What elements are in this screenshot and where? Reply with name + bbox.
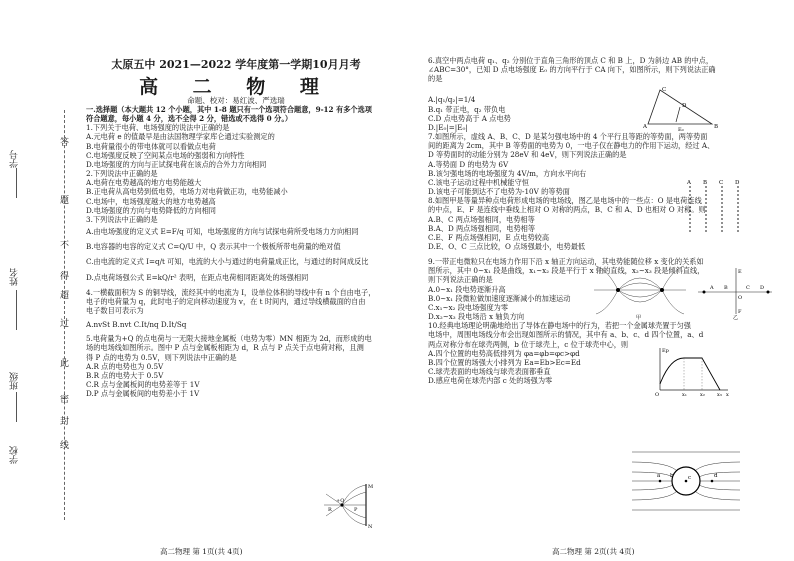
q3-option-d: D.点电荷场强公式 E=kQ/r² 表明，在距点电荷相同距离处的场强相同 [86,272,309,282]
footer-page-1: 高二物理 第 1页(共 4页) [160,547,243,556]
seal-char: 答 [60,138,70,148]
question-9-cont: 图所示，其中 0~x₁ 段是曲线，x₁~x₂ 段是平行于 x 轴的直线，x₂~x₃ 段是倾斜直线， [428,266,705,276]
fig-label: a [657,473,661,479]
question-10-cont: 两点对称分布在球壳两侧，b 位于球壳上，c 位于球壳中心，则 [428,339,629,349]
q5-option-b: B.R 点的电势大于 0.5V [86,370,164,380]
question-9-cont: 则下列说法正确的是 [428,275,493,285]
fig-label: B [703,180,708,186]
question-1: 1.下列关于电荷、电场强度的说法中正确的是 [86,123,230,133]
q2-option-d: D.电场强度的方向与电势降低的方向相同 [86,205,216,215]
q2-option-a: A.电荷在电势越高的地方电势能越大 [86,178,202,188]
binding-strip [0,0,82,561]
fig-label: d [714,473,718,479]
fig-label: C [719,180,724,186]
q5-option-d: D.P 点与金属板间的电势差小于 1V [86,389,200,399]
q8-option-d: D.E、O、C 三点比较，O 点场强最小，电势最低 [428,241,586,251]
student-no-label: 学号 [10,150,20,168]
fig-label: x₂ [700,392,705,398]
fig-label: E [738,269,742,275]
class-line [16,392,17,422]
q2-option-b: B.正电荷从高电势到低电势，电场力对电荷做正功，电势能减小 [86,187,288,197]
name-label: 姓名 [10,268,20,286]
student-no-line [16,168,17,198]
q5-option-c: C.R 点与金属板间的电势差等于 1V [86,380,200,390]
fig-label: A [710,285,714,291]
question-6: 6.真空中两点电荷 q₁、q₂ 分别位于直角三角形的顶点 C 和 B 上，D 为斜边 AB 的中点， [428,56,714,65]
q10-option-a: A.四个位置的电势高低排列为 φa=φb=φc>φd [428,348,580,358]
fig-label: x₃ [717,392,722,398]
q5-figure [318,480,382,530]
section-heading-cont: 符合题意，每小题 4 分，选不全得 2 分，错选或不选得 0 分。） [86,114,293,124]
question-7-cont: D 等势面时的动能分别为 28eV 和 4eV，则下列说法正确的是 [428,150,627,160]
seal-char: 过 [60,319,70,329]
question-8-cont: 的中点，E、F 是连线中垂线上相对 O 对称的两点，B、C 和 A、D 也相对 O 对称。则 [428,205,706,215]
q3-option-a: A.由电场强度的定义式 E=F/q 可知，电场强度的方向与试探电荷所受电场力方向相同 [86,227,359,237]
seal-char: 不 [60,241,70,251]
q2-option-c: C.电场中，电场强度越大的地方电势越高 [86,196,216,206]
fig-label: D [682,103,687,109]
question-7-cont: 间的距离为 2cm，其中 B 等势面的电势为 0，一电子仅在静电力的作用下运动，经过 A、 [428,141,715,151]
school-label: 学校 [10,446,20,464]
question-6-cont: 的是 [428,74,443,84]
left-column [86,105,386,398]
question-9: 9.一带正电微粒只在电场力作用下沿 x 轴正方向运动，其电势能随位移 x 变化的关系如 [428,257,704,267]
q1-option-c: C.电场强度反映了空间某点电场的强弱和方向特性 [86,150,245,160]
fig-label: Ep [662,348,669,354]
fig-label: N [368,524,373,530]
fig-label: D [735,180,740,186]
question-4-cont: 电子的电荷量为 q，此时电子的定向移动速度为 v，在 t 时间内，通过导线横截面的自由 [86,296,366,306]
question-8: 8.如图甲是等量异种点电荷形成电场的电场线，图乙是电场中的一些点：O 是电荷连线 [428,196,702,206]
seal-char: 密 [60,395,70,405]
q8-option-c: C.E、F 两点场强相同，E 点电势较高 [428,232,550,242]
q9-figure [652,344,732,398]
q10-option-b: B.四个位置的场强大小排列为 Ea=Eb>Ec=Ed [428,357,581,367]
q8-option-b: B.A、D 两点场强相同，电势相等 [428,223,536,233]
q9-option-a: A.0~x₁ 段电势逐渐升高 [428,284,506,294]
seal-char: 得 [60,272,70,282]
exam-authors: 命题、校对：易红波、严选瑞 [187,96,285,105]
q6-option-a: A.|q₁/q₂|=1/4 [428,95,476,105]
footer-page-2: 高二物理 第 2页(共 4页) [552,547,635,556]
q5-option-a: A.R 点的电势也为 0.5V [86,361,164,371]
q7-figure [680,178,750,234]
q7-option-d: D.该电子可能到达不了电势为-10V 的等势面 [428,187,570,197]
fig-label: F [738,309,742,315]
q7-option-a: A.等势面 D 的电势为 6V [428,159,509,169]
q3-option-c: C.由电流的定义式 I=q/t 可知，电流的大小与通过的电荷量成正比，与通过的时间成反比 [86,257,369,267]
q10-option-c: C.球壳表面的电场线与球壳表面都垂直 [428,367,551,376]
fig-label: 甲 [636,315,642,320]
fig-label: O [655,392,660,398]
fig-label: c [688,475,692,481]
seal-char: 超 [60,291,70,301]
question-4-cont: 电子数目可表示为 [86,305,144,315]
q7-option-b: B.该匀强电场的电场强度为 4V/m，方向水平向右 [428,168,587,178]
q8-figure [588,262,778,320]
seal-char: 题 [60,196,70,206]
question-10-cont: 电场中，周围电场线分布会出现如图所示的情况，其中有 a、b、c、d 四个位置，a、d [428,330,704,340]
exam-subject: 高 二 物 理 [139,76,333,98]
section-heading: 一.选择题（本大题共 12 个小题，其中 1-8 题只有一个选项符合题意，9-12 有多个选项 [86,105,372,114]
fig-label: x₁ [682,392,687,398]
fig-label: 乙 [733,315,739,320]
fig-label: A [643,124,647,130]
fig-label: C [662,87,667,93]
question-7: 7.如图所示，虚线 A、B、C、D 是某匀强电场中的 4 个平行且等距的等势面，两等势面 [428,132,708,142]
fig-label: C [746,285,750,291]
fig-label: D [760,285,765,291]
question-5-cont: 场的电场线如图所示。图中 P 点与金属板相距为 d，R 点与 P 点关于点电荷对称，且测 [86,343,364,353]
q9-option-d: D.x₂~x₃ 段电场沿 x 轴负方向 [428,312,525,322]
fig-label: O [738,295,743,301]
fig-label: x [726,392,729,398]
question-6-cont: ∠ABC=30°，已知 D 点电场强度 E₀ 的方向平行于 CA 向下，如图所示，则下列说法正确 [428,65,716,75]
fig-label: E₀ [678,127,684,133]
question-3: 3.下列说法中正确的是 [86,214,158,224]
q10-option-d: D.感应电荷在球壳内部 c 处的场强为零 [428,376,553,386]
q1-option-a: A.元电荷 e 的值最早是由法国物理学家库仑通过实验测定的 [86,132,275,142]
question-4: 4.一横截面积为 S 的铜导线，流经其中的电流为 I，设单位体积的导线中有 n 个自由电子， [86,287,376,297]
fig-label: M [368,484,374,490]
q4-options: A.nvSt B.nvt C.It/nq D.It/Sq [86,320,187,330]
question-10: 10.经典电场理论明确地给出了导体在静电场中的行为，若把一个金属球壳置于匀强 [428,321,691,331]
question-5-cont: 得 P 点的电势为 0.5V，则下列说法中正确的是 [86,352,237,362]
class-label: 班级 [10,372,20,390]
q6-option-b: B.q₁ 带正电，q₂ 带负电 [428,104,506,114]
fig-label: b [670,473,674,479]
fig-label: A [687,180,691,186]
fig-label: P [354,507,358,513]
q9-option-c: C.x₁~x₂ 段电场强度为零 [428,302,509,312]
exam-title: 太原五中 2021—2022 学年度第一学期10月月考 [111,58,361,71]
q6-option-c: C.D 点电势高于 A 点电势 [428,113,511,123]
q7-option-c: C.该电子运动过程中机械能守恒 [428,177,529,187]
fig-label: +Q [336,498,345,504]
q9-option-b: B.0~x₁ 段微粒做加速度逐渐减小的加速运动 [428,293,571,303]
seal-char: 封 [60,417,70,427]
fig-label: B [724,285,728,291]
fig-label: R [328,507,332,513]
question-5: 5.电荷量为+Q 的点电荷与一无限大接地金属板（电势为零）MN 相距为 2d，而形成的电 [86,334,372,344]
q10-figure [630,444,742,518]
q1-option-d: D.电场强度的方向与正试探电荷在该点的合外力方向相同 [86,159,267,169]
fig-label: B [714,124,719,130]
seal-char: 线 [60,441,70,451]
question-2: 2.下列说法中正确的是 [86,169,158,179]
q6-figure [640,84,720,134]
q1-option-b: B.电荷量很小的带电体就可以看做点电荷 [86,141,216,151]
q8-option-a: A.B、C 两点场强相同，电势相等 [428,214,535,224]
seal-line [64,110,65,520]
q6-option-d: D.|E₀|=|E₀| [428,122,468,132]
q3-option-b: B.电容器的电容的定义式 C=Q/U 中，Q 表示其中一个极板所带电荷量的绝对值 [86,242,341,252]
name-line [16,290,17,330]
seal-char: 此 [60,359,70,369]
